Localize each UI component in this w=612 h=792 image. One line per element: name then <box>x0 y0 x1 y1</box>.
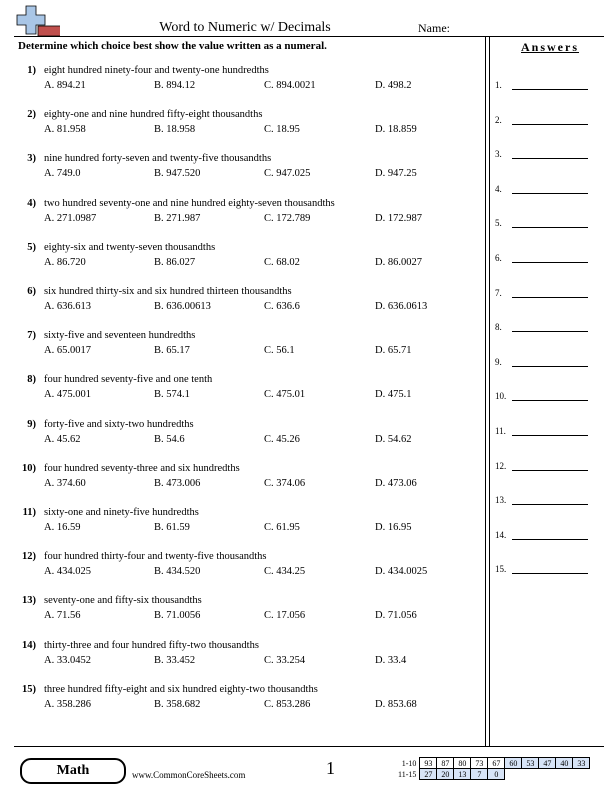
answer-number: 10. <box>495 391 507 402</box>
choice-a: A. 81.958 <box>44 124 86 136</box>
score-cell: 0 <box>488 769 505 780</box>
problem-question: six hundred thirty-six and six hundred thirteen thousandths <box>44 286 292 297</box>
choice-a: A. 358.286 <box>44 698 91 710</box>
column-divider <box>485 36 486 746</box>
choice-b: B. 33.452 <box>154 654 196 666</box>
choice-b: B. 636.00613 <box>154 301 211 312</box>
answer-blank[interactable] <box>512 435 588 436</box>
score-row-label: 11-15 <box>398 769 417 779</box>
choice-b: B. 947.520 <box>154 168 201 180</box>
choice-b: B. 358.682 <box>154 698 201 710</box>
score-cell: 27 <box>420 769 437 780</box>
answer-number: 5. <box>495 218 502 229</box>
choice-c: C. 17.056 <box>264 610 306 622</box>
score-table <box>396 757 590 780</box>
title-text: Word to Numeric w/ Decimals <box>159 20 331 35</box>
problem-number: 11) <box>22 507 36 518</box>
problem-question: four hundred thirty-four and twenty-five thousandths <box>44 551 267 563</box>
score-cell: 67 <box>488 758 505 769</box>
answer-blank[interactable] <box>512 297 588 298</box>
problem-question: eighty-six and twenty-seven thousandths <box>44 241 216 253</box>
answer-number: 9. <box>495 356 502 367</box>
answer-number: 13. <box>495 495 507 506</box>
choice-a: A. 475.001 <box>44 389 91 401</box>
choice-d: D. 54.62 <box>375 433 412 445</box>
choice-c: C. 61.95 <box>264 522 300 533</box>
choice-b: B. 473.006 <box>154 477 201 489</box>
problem-number: 9) <box>27 418 36 430</box>
problem-question: eighty-one and nine hundred fifty-eight thousandths <box>44 109 263 121</box>
choice-d: D. 71.056 <box>375 610 417 622</box>
problem-question: four hundred seventy-five and one tenth <box>44 374 213 386</box>
answer-blank[interactable] <box>512 89 588 90</box>
choice-d: D. 853.68 <box>375 698 417 710</box>
problem-number: 13) <box>22 595 36 607</box>
choice-b: B. 894.12 <box>154 80 196 91</box>
name-label: Name: <box>418 21 450 35</box>
choice-c: C. 45.26 <box>264 433 300 445</box>
answers-heading: Answers <box>521 40 579 54</box>
choice-c: C. 56.1 <box>264 345 295 357</box>
problem-number: 7) <box>27 330 36 342</box>
score-row <box>396 758 590 769</box>
problem-question: four hundred seventy-three and six hundredths <box>44 462 240 474</box>
answer-number: 4. <box>495 183 502 194</box>
choice-a: A. 33.0452 <box>44 654 91 666</box>
problem-number: 14) <box>22 639 36 651</box>
choice-a: A. 65.0017 <box>44 345 91 357</box>
score-cell: 33 <box>573 758 590 769</box>
score-row-label: 1-10 <box>401 758 417 768</box>
answer-number: 1. <box>495 80 502 90</box>
score-cell: 53 <box>522 758 539 769</box>
problem-number: 5) <box>27 241 36 253</box>
score-cell: 20 <box>437 769 454 780</box>
choice-d: D. 16.95 <box>375 522 412 533</box>
answer-blank[interactable] <box>512 124 588 125</box>
choice-d: D. 65.71 <box>375 345 412 357</box>
choice-b: B. 271.987 <box>154 212 201 224</box>
answer-blank[interactable] <box>512 470 588 471</box>
score-cell: 80 <box>454 758 471 769</box>
choice-a: A. 894.21 <box>44 80 86 91</box>
choice-c: C. 68.02 <box>264 256 300 268</box>
answer-number: 7. <box>495 287 502 298</box>
choice-c: C. 434.25 <box>264 566 306 578</box>
choice-d: D. 498.2 <box>375 80 412 91</box>
choice-a: A. 374.60 <box>44 477 86 489</box>
score-row <box>396 769 590 780</box>
answer-number: 11. <box>495 426 506 436</box>
answer-number: 8. <box>495 322 502 333</box>
choice-b: B. 71.0056 <box>154 610 201 622</box>
answer-number: 15. <box>495 564 507 575</box>
score-cell: 7 <box>471 769 488 780</box>
score-cell: 60 <box>505 758 522 769</box>
problem-number: 3) <box>27 153 36 165</box>
choice-b: B. 54.6 <box>154 433 185 445</box>
bottom-divider <box>14 746 604 747</box>
choice-a: A. 71.56 <box>44 610 81 622</box>
problem-number: 8) <box>27 374 36 386</box>
choice-a: A. 749.0 <box>44 168 81 180</box>
top-divider <box>14 36 604 37</box>
choice-b: B. 86.027 <box>154 256 196 268</box>
score-cell: 73 <box>471 758 488 769</box>
choice-b: B. 574.1 <box>154 389 190 401</box>
score-cell: 13 <box>454 769 471 780</box>
choice-d: D. 172.987 <box>375 212 422 224</box>
choice-b: B. 434.520 <box>154 566 201 578</box>
choice-b: B. 65.17 <box>154 345 190 357</box>
page-number: 1 <box>326 758 335 778</box>
choice-c: C. 33.254 <box>264 654 306 666</box>
choice-c: C. 18.95 <box>264 124 300 136</box>
choice-d: D. 475.1 <box>375 389 412 401</box>
choice-a: A. 636.613 <box>44 301 91 312</box>
instructions: Determine which choice best show the value written as a numeral. <box>18 40 327 52</box>
answer-blank[interactable] <box>512 331 588 332</box>
problem-question: sixty-one and ninety-five hundredths <box>44 507 199 518</box>
answer-blank[interactable] <box>512 366 588 367</box>
choice-d: D. 86.0027 <box>375 256 422 268</box>
choice-c: C. 172.789 <box>264 212 311 224</box>
problem-question: nine hundred forty-seven and twenty-five thousandths <box>44 153 272 165</box>
problem-number: 15) <box>22 683 36 695</box>
choice-d: D. 636.0613 <box>375 301 428 312</box>
answer-blank[interactable] <box>512 539 588 540</box>
choice-d: D. 33.4 <box>375 654 407 666</box>
choice-a: A. 86.720 <box>44 256 86 268</box>
choice-d: D. 18.859 <box>375 124 417 136</box>
problem-question: two hundred seventy-one and nine hundred eighty-seven thousandths <box>44 197 335 209</box>
choice-c: C. 947.025 <box>264 168 311 180</box>
score-cell: 40 <box>556 758 573 769</box>
score-cell: 87 <box>437 758 454 769</box>
answer-blank[interactable] <box>512 400 588 401</box>
problem-number: 10) <box>22 462 36 474</box>
problem-question: three hundred fifty-eight and six hundred eighty-two thousandths <box>44 683 318 695</box>
choice-c: C. 374.06 <box>264 477 306 489</box>
plus-logo-icon <box>14 4 60 38</box>
choice-a: A. 271.0987 <box>44 212 97 224</box>
problem-question: forty-five and sixty-two hundredths <box>44 418 194 430</box>
problem-question: seventy-one and fifty-six thousandths <box>44 595 202 607</box>
problem-question: thirty-three and four hundred fifty-two thousandths <box>44 639 259 651</box>
choice-c: C. 853.286 <box>264 698 311 710</box>
choice-c: C. 894.0021 <box>264 80 316 91</box>
problem-number: 4) <box>27 197 36 209</box>
answer-blank[interactable] <box>512 227 588 228</box>
answer-number: 12. <box>495 460 507 471</box>
answer-blank[interactable] <box>512 193 588 194</box>
answer-blank[interactable] <box>512 504 588 505</box>
answer-number: 14. <box>495 529 507 540</box>
answer-number: 6. <box>495 253 502 263</box>
score-cell: 47 <box>539 758 556 769</box>
choice-a: A. 434.025 <box>44 566 91 578</box>
problem-number: 12) <box>22 551 36 563</box>
answer-blank[interactable] <box>512 262 588 263</box>
choice-b: B. 18.958 <box>154 124 196 136</box>
choice-d: D. 473.06 <box>375 477 417 489</box>
subject-badge: Math <box>20 758 126 784</box>
choice-b: B. 61.59 <box>154 522 190 533</box>
answer-blank[interactable] <box>512 158 588 159</box>
score-cell: 93 <box>420 758 437 769</box>
site-url: www.CommonCoreSheets.com <box>132 770 246 780</box>
choice-c: C. 475.01 <box>264 389 306 401</box>
problem-number: 1) <box>27 65 36 76</box>
choice-c: C. 636.6 <box>264 301 300 312</box>
column-divider <box>489 36 490 746</box>
problem-number: 6) <box>27 286 36 297</box>
answer-blank[interactable] <box>512 573 588 574</box>
answer-number: 2. <box>495 114 502 125</box>
choice-d: D. 434.0025 <box>375 566 428 578</box>
answer-number: 3. <box>495 149 502 160</box>
problem-question: sixty-five and seventeen hundredths <box>44 330 196 342</box>
choice-d: D. 947.25 <box>375 168 417 180</box>
choice-a: A. 16.59 <box>44 522 81 533</box>
problem-question: eight hundred ninety-four and twenty-one hundredths <box>44 65 269 76</box>
choice-a: A. 45.62 <box>44 433 81 445</box>
problem-number: 2) <box>27 109 36 121</box>
